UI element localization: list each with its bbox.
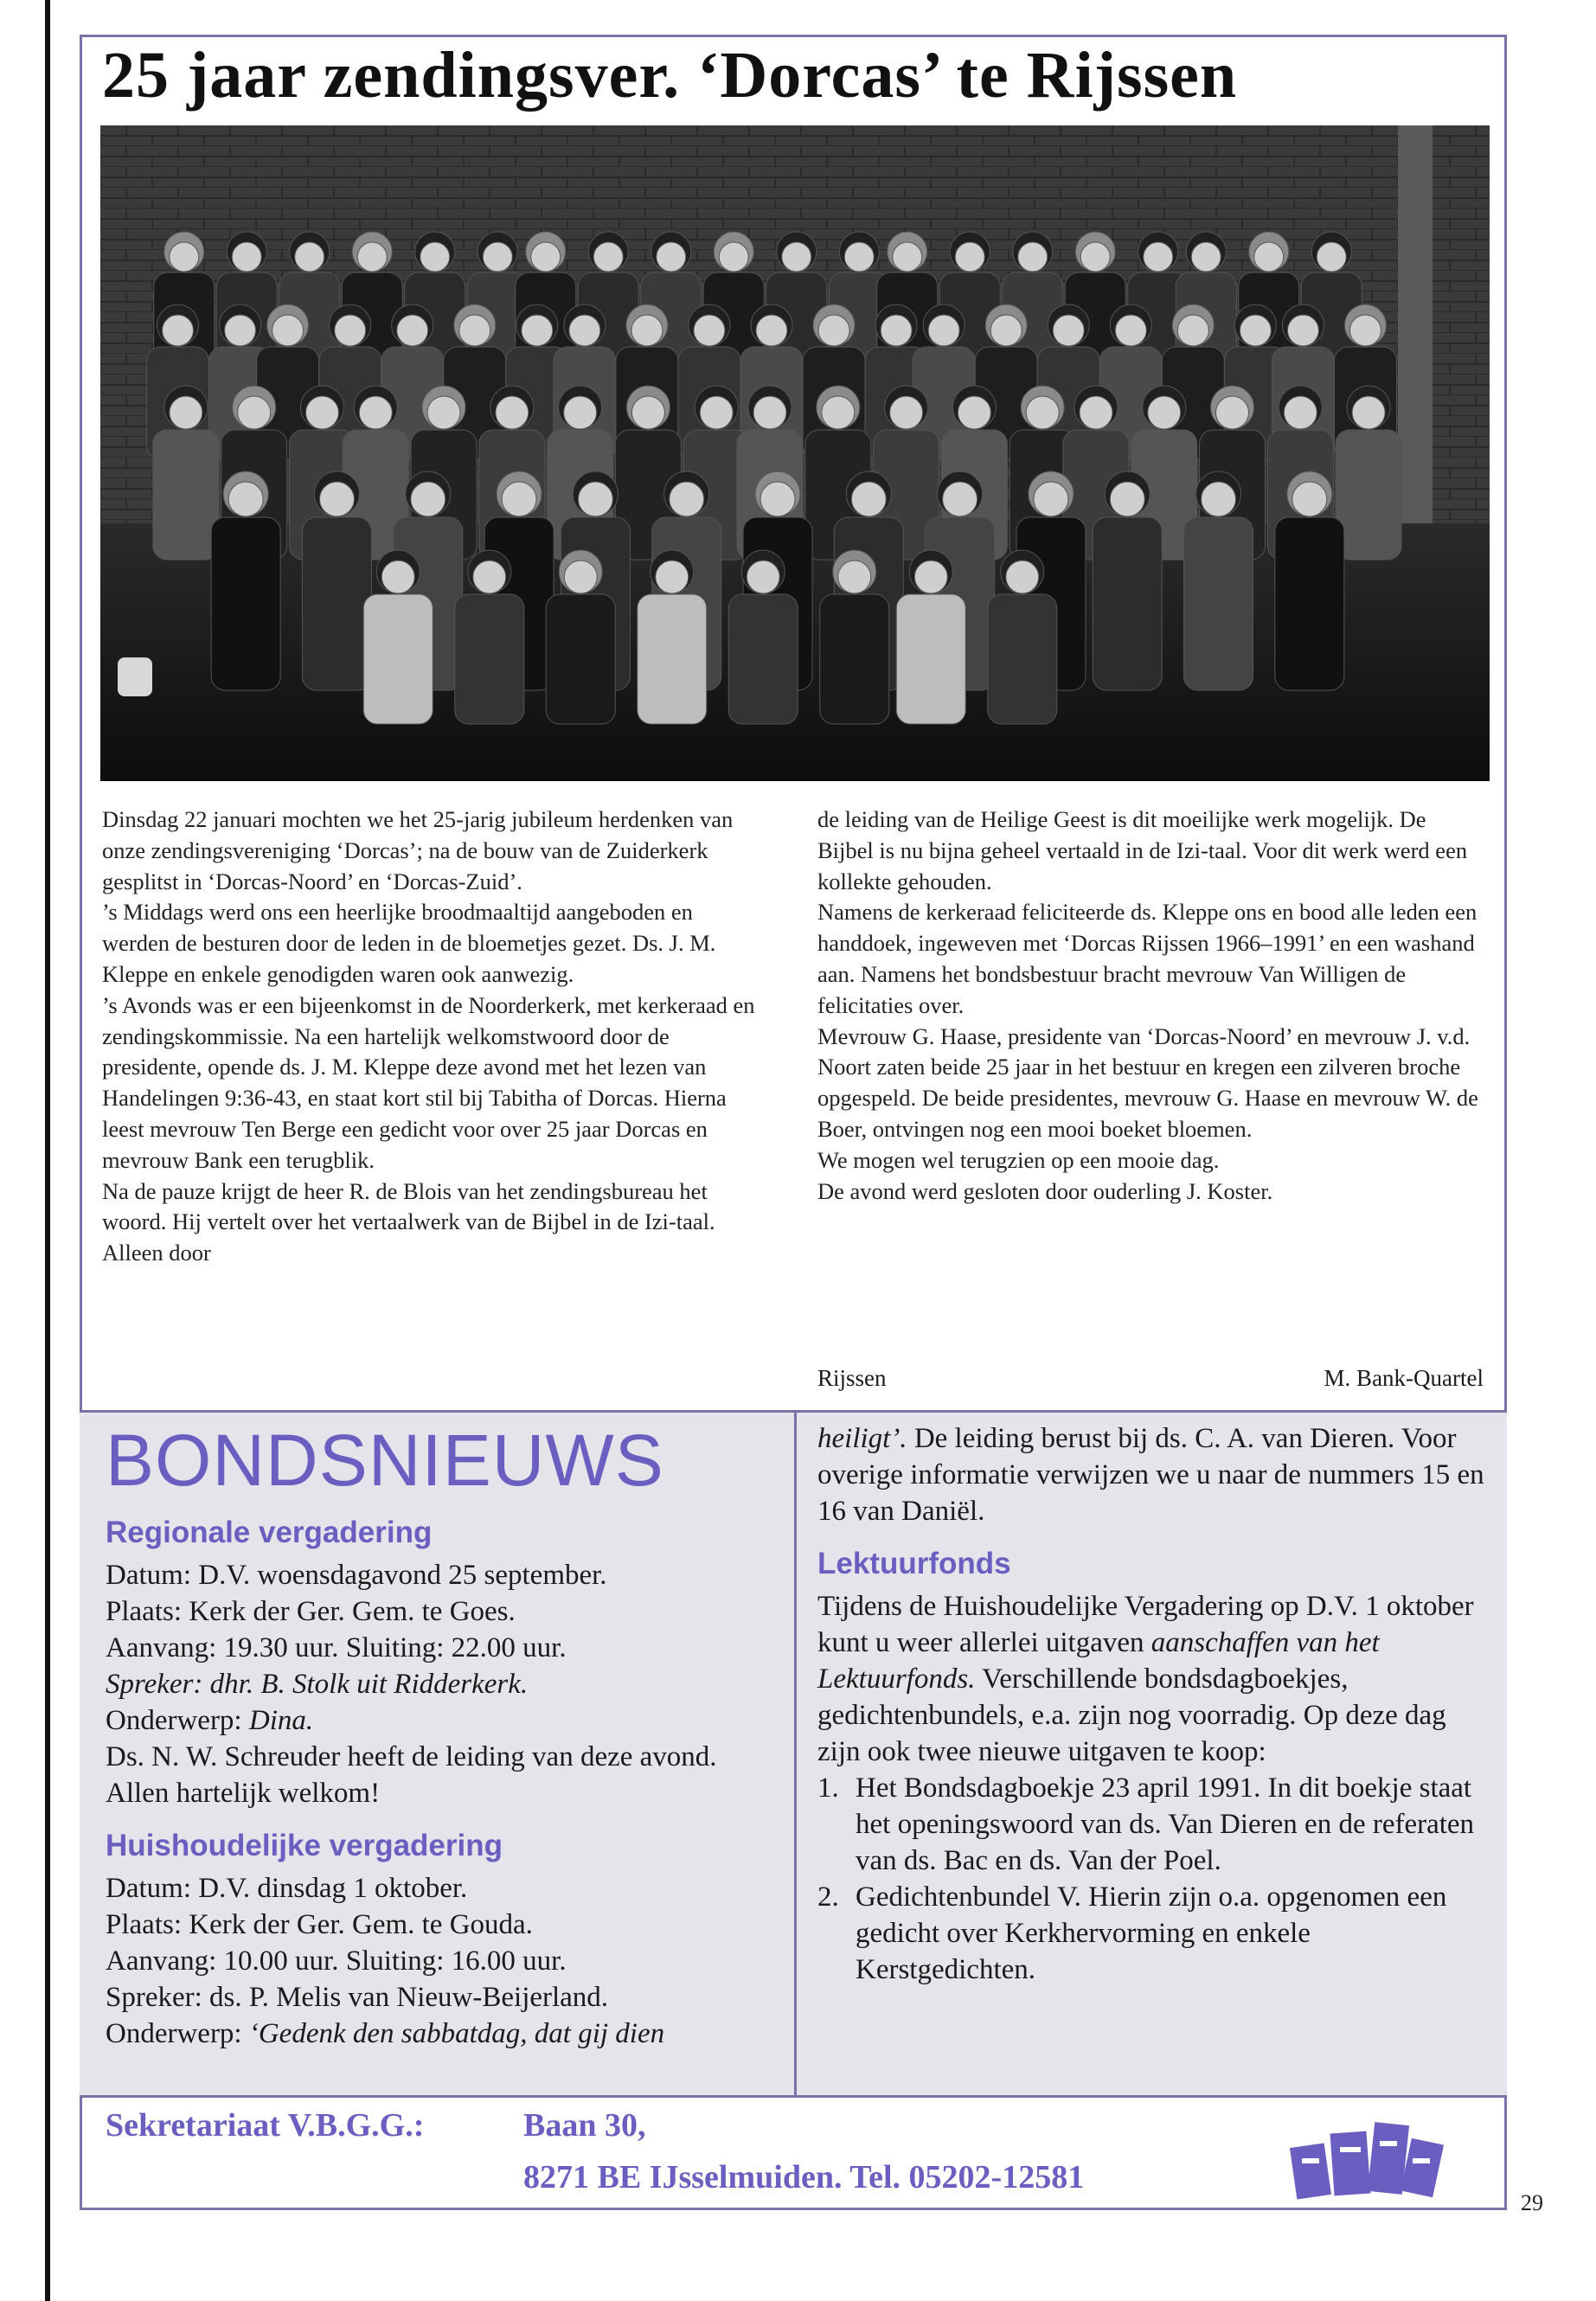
photo-person-face [818, 315, 849, 346]
photo-person-face [631, 315, 663, 346]
regionale-aanvang: Aanvang: 19.30 uur. Sluiting: 22.00 uur. [106, 1632, 567, 1663]
photo-person-body [728, 594, 798, 724]
photo-person-face [1018, 242, 1048, 272]
photo-person-face [1352, 396, 1385, 429]
photo-person-face [459, 315, 490, 346]
huishoudelijke-onderwerp [106, 2016, 776, 2052]
article-paragraph: Mevrouw G. Haase, presidente van ‘Dorcas-Noord’ en mevrouw J. v.d. Noort zaten beide 25 jaar in het bestuur en kregen een zilveren broche opgespeld. De beide presidentes, mevrouw G. Haase en mevrouw W. de Boer, ontvingen nog een mooi boeket bloemen. [817, 1022, 1478, 1142]
photo-person-face [657, 242, 686, 272]
page-number: 29 [1521, 2190, 1543, 2215]
photo-person-face [631, 396, 664, 429]
photo-person-face [1240, 315, 1271, 346]
photo-person-face [694, 315, 725, 346]
regionale-onderwerp [106, 1702, 776, 1739]
secretariaat-label: Sekretariaat V.B.G.G.: [106, 2107, 425, 2144]
photo-person-face [496, 396, 529, 429]
huishoudelijke-spreker: Spreker: ds. P. Melis van Nieuw-Beijerland. [106, 1982, 609, 2013]
list-item-number: 2. [817, 1881, 839, 1913]
photo-person-face [1026, 396, 1059, 429]
photo-person-face [1080, 396, 1112, 429]
photo-person-body [363, 594, 433, 724]
photo-person-face [756, 315, 787, 346]
article-paragraph: de leiding van de Heilige Geest is dit moeilijke werk mogelijk. De Bijbel is nu bijna geheel vertaald in de Izi-taal. Voor dit werk werd een kollekte gehouden. [817, 806, 1468, 894]
photo-person-face [1034, 482, 1068, 516]
photo-person-face [228, 482, 263, 516]
photo-person-face [881, 315, 912, 346]
photo-person-face [844, 242, 874, 272]
photo-person-face [502, 482, 536, 516]
photo-person-face [1115, 315, 1146, 346]
photo-person-face [955, 242, 984, 272]
photo-person-face [928, 315, 959, 346]
onderwerp-label: Onderwerp: [106, 2018, 249, 2049]
photo-person-face [1053, 315, 1084, 346]
article-paragraph: Na de pauze krijgt de heer R. de Blois van het zendingsbureau het woord. Hij vertelt over het vertaalwerk van de Bijbel in de Izi-taal. Alleen door [102, 1177, 715, 1266]
list-item [817, 1879, 1488, 1988]
photo-person-face [238, 396, 271, 429]
photo-person-body [1184, 517, 1253, 690]
continued-text: De leiding berust bij ds. C. A. van Dieren. Voor overige informatie verwijzen we u naar de nummers 15 en 16 van Daniël. [817, 1423, 1484, 1527]
photo-person-face [958, 396, 990, 429]
photo-person-face [232, 242, 261, 272]
photo-person-face [1110, 482, 1144, 516]
photo-person-body [546, 594, 615, 724]
photo-person-face [319, 482, 354, 516]
regionale-note: Ds. N. W. Schreuder heeft de leiding van deze avond. Allen hartelijk welkom! [106, 1741, 717, 1809]
huishoudelijke-continued [817, 1420, 1488, 1529]
photo-person-face [411, 482, 445, 516]
article-left-column [102, 804, 764, 1269]
article-place: Rijssen [817, 1365, 887, 1391]
photo-person-face [1254, 242, 1284, 272]
photo-person-face [1006, 561, 1039, 593]
group-photo [100, 125, 1490, 781]
photo-person-body [1093, 517, 1162, 690]
article-paragraph: De avond werd gesloten door ouderling J. Koster. [817, 1177, 1273, 1204]
photo-person-face [1287, 315, 1318, 346]
intro-text: Verschillende bondsdagboekjes, gedichtenbundels, e.a. zijn nog voorradig. Op deze dag zijn ook twee nieuwe uitgaven te koop: [817, 1663, 1446, 1767]
article-paragraph: ’s Middags werd ons een heerlijke broodmaaltijd aangeboden en werden de besturen door de leden in de bloemetjes gezet. Ds. J. M. Kleppe en enkele genodigden waren ook aanwezig. [102, 899, 716, 987]
onderwerp-label: Onderwerp: [106, 1705, 249, 1736]
photo-person-face [397, 315, 428, 346]
photo-person-face [719, 242, 748, 272]
photo-person-face [531, 242, 561, 272]
photo-person-body [1275, 517, 1344, 690]
list-item-text: Gedichtenbundel V. Hierin zijn o.a. opgenomen een gedicht over Kerkhervorming en enkele Kerstgedichten. [856, 1881, 1447, 1985]
photo-person-face [473, 561, 506, 593]
regionale-plaats: Plaats: Kerk der Ger. Gem. te Goes. [106, 1596, 516, 1627]
huishoudelijke-heading: Huishoudelijke vergadering [106, 1829, 503, 1862]
photo-person-face [522, 315, 553, 346]
photo-person-face [1191, 242, 1221, 272]
photo-person-body [988, 594, 1057, 724]
lektuurfonds-heading: Lektuurfonds [817, 1547, 1011, 1580]
bondsnieuws-title: BONDSNIEUWS [106, 1420, 664, 1501]
photo-person-face [427, 396, 460, 429]
lektuurfonds-intro [817, 1588, 1488, 1770]
intro-text: Tijdens de Huishoudelijke Vergadering op D.V. 1 oktober kunt u weer allerlei uitgaven [817, 1591, 1474, 1658]
regionale-spreker: Spreker: dhr. B. Stolk uit Ridderkerk. [106, 1669, 529, 1700]
photo-person-face [420, 242, 450, 272]
photo-person-face [170, 396, 202, 429]
photo-person-face [747, 561, 779, 593]
photo-person-face [656, 561, 689, 593]
photo-person-face [272, 315, 304, 346]
photo-person-body [896, 594, 965, 724]
photo-person-face [990, 315, 1022, 346]
photo-person-body [153, 430, 219, 560]
photo-person-body [455, 594, 524, 724]
photo-person-face [893, 242, 922, 272]
photo-person-face [359, 396, 392, 429]
group-photo-image [100, 125, 1490, 781]
photo-person-face [851, 482, 886, 516]
photo-person-face [163, 315, 194, 346]
photo-person-face [1144, 242, 1173, 272]
huishoudelijke-plaats: Plaats: Kerk der Ger. Gem. te Gouda. [106, 1909, 533, 1940]
secretariaat-address-line2: 8271 BE IJsselmuiden. Tel. 05202-12581 [523, 2159, 1085, 2195]
photo-person-face [1080, 242, 1110, 272]
photo-person-face [1284, 396, 1317, 429]
onderwerp-value: Dina. [248, 1705, 314, 1736]
huishoudelijke-datum: Datum: D.V. dinsdag 1 oktober. [106, 1873, 468, 1904]
article-paragraph: We mogen wel terugzien op een mooie dag. [817, 1146, 1220, 1173]
huishoudelijke-aanvang: Aanvang: 10.00 uur. Sluiting: 16.00 uur. [106, 1945, 567, 1977]
photo-person-face [890, 396, 923, 429]
photo-person-face [1292, 482, 1327, 516]
list-item-text: Het Bondsdagboekje 23 april 1991. In dit boekje staat het openingswoord van ds. Van Dieren en de referaten van ds. Bac en ds. Van der Poel. [856, 1772, 1475, 1876]
photo-person-face [225, 315, 256, 346]
article-right-column [817, 804, 1479, 1207]
photo-person-face [943, 482, 977, 516]
article-paragraph: ’s Avonds was er een bijeenkomst in de Noorderkerk, met kerkeraad en zendingskommissie. Na een hartelijk welkomstwoord door de presidente, opende ds. J. M. Kleppe deze avond met het lezen van Handelingen 9:36-43, en staat kort stil bij Tabitha of Dorcas. Hierna leest mevrouw Ten Berge een gedicht voor over 25 jaar Dorcas en mevrouw Bank een terugblik. [102, 991, 755, 1173]
article-title: 25 jaar zendingsver. ‘Dorcas’ te Rijssen [102, 39, 1238, 112]
photo-person-face [1216, 396, 1249, 429]
photo-person-face [1177, 315, 1208, 346]
secretariaat-address-line1: Baan 30, [523, 2107, 646, 2144]
photo-person-face [483, 242, 512, 272]
books-logo-icon [1285, 2111, 1449, 2206]
photo-person-face [782, 242, 811, 272]
regionale-datum: Datum: D.V. woensdagavond 25 september. [106, 1560, 607, 1591]
intro-italic: aanschaffen van het Lektuurfonds. [817, 1627, 1380, 1695]
article-paragraph: Namens de kerkeraad feliciteerde ds. Kleppe ons en bood alle leden een handdoek, ingeweven met ‘Dorcas Rijssen 1966–1991’ en een washand aan. Namens het bondsbestuur bracht mevrouw Van Willigen de felicitaties over. [817, 899, 1477, 1018]
article-paragraph: Dinsdag 22 januari mochten we het 25-jarig jubileum herdenken van onze zendingsvereniging ‘Dorcas’; na de bouw van de Zuiderkerk gesplitst in ‘Dorcas-Noord’ en ‘Dorcas-Zuid’. [102, 806, 734, 894]
bondsnieuws-column-divider [794, 1410, 797, 2098]
onderwerp-value: ‘Gedenk den sabbatdag, dat gij dien [248, 2018, 665, 2049]
photo-person-body [820, 594, 889, 724]
photo-person-body [1336, 430, 1401, 560]
list-item-number: 1. [817, 1772, 839, 1804]
photo-person-face [357, 242, 387, 272]
photo-person-face [569, 315, 600, 346]
photo-person-body [302, 517, 371, 690]
photo-person-body [211, 517, 280, 690]
photo-person-face [1317, 242, 1346, 272]
list-item [817, 1770, 1488, 1879]
photo-person-face [670, 482, 704, 516]
bondsnieuws-right-column [817, 1420, 1488, 1988]
photo-person-face [700, 396, 733, 429]
photo-person-face [838, 561, 871, 593]
photo-person-face [170, 242, 199, 272]
photo-person-face [381, 561, 414, 593]
photo-person-face [1148, 396, 1181, 429]
bondsnieuws-left-column [106, 1514, 776, 2052]
photo-person-face [295, 242, 324, 272]
photo-person-face [564, 396, 597, 429]
photo-person-face [305, 396, 338, 429]
page-margin-line [45, 0, 50, 2301]
photo-person-face [822, 396, 855, 429]
continued-italic: heiligt’. [817, 1423, 907, 1454]
photo-person-face [760, 482, 795, 516]
photo-person-face [564, 561, 597, 593]
photo-person-body [638, 594, 707, 724]
article-author: M. Bank-Quartel [1324, 1365, 1484, 1391]
photo-person-face [1202, 482, 1236, 516]
photo-person-face [1349, 315, 1381, 346]
photo-person-face [578, 482, 612, 516]
photo-person-face [593, 242, 623, 272]
regionale-heading: Regionale vergadering [106, 1516, 433, 1549]
photo-person-face [914, 561, 947, 593]
photo-person-face [335, 315, 366, 346]
photo-person-face [753, 396, 786, 429]
